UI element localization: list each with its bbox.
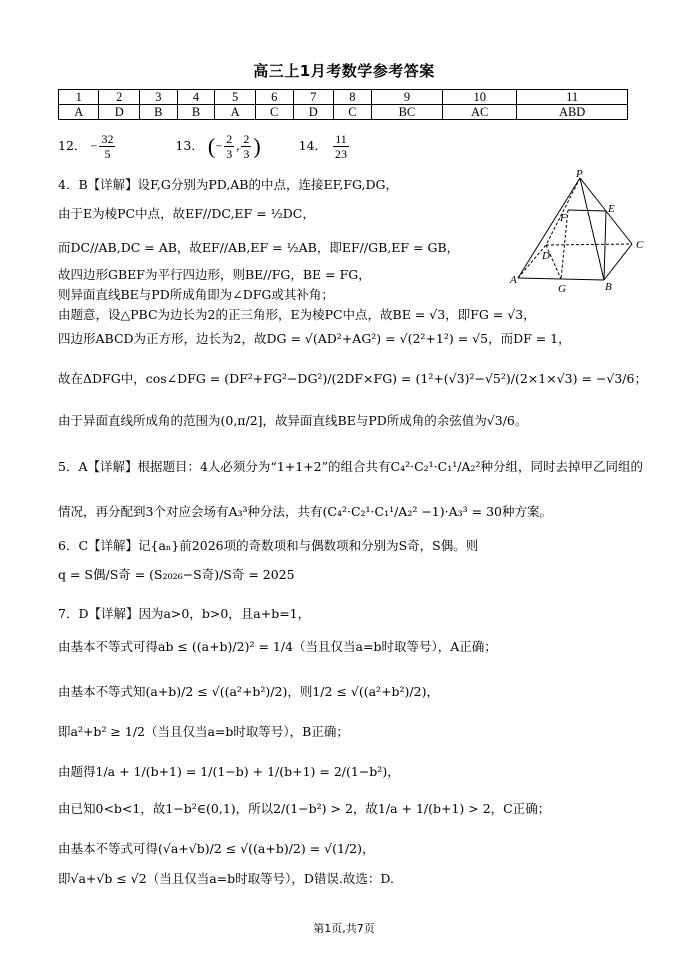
pyramid-figure	[508, 170, 648, 295]
table-cell: 9	[371, 90, 442, 105]
edge-bc	[604, 244, 632, 280]
q4-line-4: 故四边形GBEF为平行四边形，则BE//FG，BE = FG，	[58, 267, 371, 282]
edge-ef	[568, 210, 606, 211]
q6-line-1: 6．C【详解】记{aₙ}前2026项的奇数项和与偶数项和分别为S奇，S偶。则	[58, 538, 479, 553]
label-e: E	[608, 203, 615, 215]
table-cell: 6	[255, 90, 293, 105]
table-cell: D	[99, 105, 139, 120]
table-cell: B	[139, 105, 177, 120]
label-a: A	[510, 274, 517, 286]
page-footer: 第1页,共7页	[313, 922, 375, 935]
q12-label: 12．	[58, 138, 87, 153]
q7-line-8: 即√a+√b ≤ √2（当且仅当a=b时取等号），D错误.故选：D.	[58, 871, 394, 886]
q13-fraction-b: $\frac{2}{3}$	[243, 132, 250, 161]
table-cell: 2	[99, 90, 139, 105]
q14-label: 14．	[298, 138, 328, 153]
q13-label: 13．	[175, 138, 204, 153]
q4-line-9: 由于异面直线所成角的范围为(0,π/2]，故异面直线BE与PD所成角的余弦值为√3/6。	[58, 413, 528, 428]
q5-line-2: 情况，再分配到3个对应会场有A₃³种分法，共有(C₄²·C₂¹·C₁¹/A₂² −1)·A₃³ = 30种方案。	[58, 504, 552, 519]
table-cell: 4	[177, 90, 215, 105]
table-row-numbers	[59, 90, 628, 105]
q7-line-1: 7．D【详解】因为a>0，b>0，且a+b=1，	[58, 606, 311, 621]
label-f: F	[560, 212, 567, 224]
q4-line-3: 而DC//AB,DC = AB，故EF//AB,EF = ½AB，即EF//GB,EF = GB，	[58, 240, 460, 255]
q6-line-2: q = S偶/S奇 = (S₂₀₂₆−S奇)/S奇 = 2025	[58, 567, 295, 582]
q12-fraction: $\frac{32}{5}$	[101, 132, 114, 161]
table-cell: BC	[371, 105, 442, 120]
page-title: 高三上1月考数学参考答案	[253, 62, 435, 80]
q7-line-4: 即a²+b² ≥ 1/2（当且仅当a=b时取等号），B正确；	[58, 724, 349, 739]
table-row-letters	[59, 105, 628, 120]
table-cell: AC	[443, 105, 517, 120]
table-cell: 10	[443, 90, 517, 105]
q7-line-2: 由基本不等式可得ab ≤ ((a+b)/2)² = 1/4（当且仅当a=b时取等号），A正确；	[58, 639, 497, 654]
table-cell: 5	[215, 90, 255, 105]
label-c: C	[636, 239, 644, 251]
label-d: D	[542, 250, 550, 262]
q14-fraction: $\frac{11}{23}$	[335, 132, 348, 161]
fill-answers: 12． − $\frac{32}{5}$ 13． (− $\frac{2}{3}$ , $\frac{2}{3}$ ) 14． $\frac{11}{23}$	[58, 132, 348, 161]
q4-line-7: 四边形ABCD为正方形，边长为2，故DG = √(AD²+AG²) = √(2²+1²) = √5，而DF = 1，	[58, 331, 571, 346]
table-cell: 11	[517, 90, 628, 105]
table-cell: A	[59, 105, 99, 120]
q7-line-7: 由基本不等式可得(√a+√b)/2 ≤ √((a+b)/2) = √(1/2)，	[58, 841, 375, 856]
label-g: G	[558, 283, 566, 295]
answer-table	[58, 89, 628, 120]
edge-be	[604, 211, 606, 280]
q7-line-6: 由已知0<b<1，故1−b²∈(0,1)，所以2/(1−b²) > 2，故1/a + 1/(b+1) > 2，C正确；	[58, 801, 551, 816]
table-cell: 7	[293, 90, 333, 105]
table-cell: C	[334, 105, 372, 120]
label-p: P	[576, 170, 583, 180]
edge-dc	[546, 244, 632, 245]
table-cell: B	[177, 105, 215, 120]
table-cell: A	[215, 105, 255, 120]
q4-line-2: 由于E为棱PC中点，故EF//DC,EF = ½DC，	[58, 206, 315, 221]
q4-line-5: 则异面直线BE与PD所成角即为∠DFG或其补角；	[58, 287, 334, 302]
table-cell: 1	[59, 90, 99, 105]
table-cell: 3	[139, 90, 177, 105]
q13-fraction-a: $\frac{2}{3}$	[226, 132, 233, 161]
q7-line-5: 由题得1/a + 1/(b+1) = 1/(1−b) + 1/(b+1) = 2/(1−b²)，	[58, 764, 400, 779]
q4-line-6: 由题意，设△PBC为边长为2的正三角形，E为棱PC中点，故BE = √3，即FG = √3，	[58, 307, 536, 322]
table-cell: C	[255, 105, 293, 120]
q7-line-3: 由基本不等式知(a+b)/2 ≤ √((a²+b²)/2)，则1/2 ≤ √((a²+b²)/2)，	[58, 684, 439, 699]
q4-line-1: 4．B【详解】设F,G分别为PD,AB的中点，连接EF,FG,DG，	[58, 177, 399, 192]
table-cell: ABD	[517, 105, 628, 120]
q5-line-1: 5．A【详解】根据题目：4人必须分为“1+1+2”的组合共有C₄²·C₂¹·C₁¹/A₂²种分组，同时去掉甲乙同组的	[58, 459, 643, 474]
table-cell: D	[293, 105, 333, 120]
edge-pa	[518, 178, 580, 278]
table-cell: 8	[334, 90, 372, 105]
label-b: B	[605, 281, 612, 293]
q4-line-8: 故在ΔDFG中，cos∠DFG = (DF²+FG²−DG²)/(2DF×FG) = (1²+(√3)²−√5²)/(2×1×√3) = −√3/6；	[58, 371, 647, 386]
